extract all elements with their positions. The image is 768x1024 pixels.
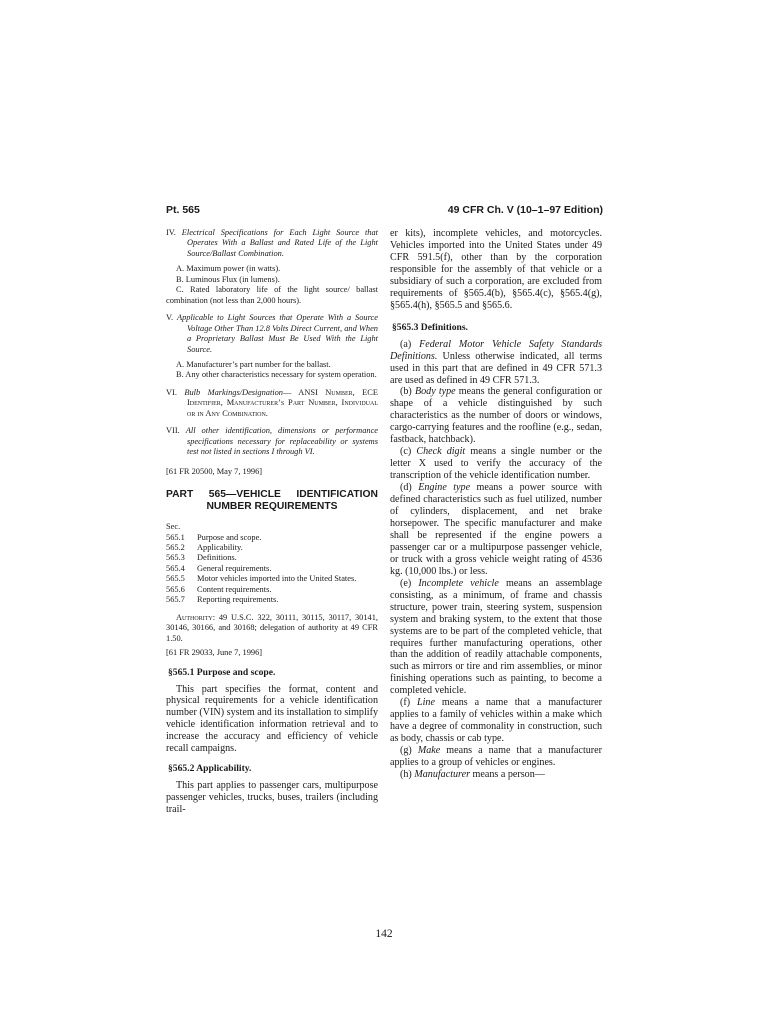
toc-item: 565.4 General requirements. (166, 563, 272, 573)
item-vi-heading: VI. Bulb Markings/Designation— ANSI Number, ECE Identifier, Manufacturer’s Part Number, Individual or in Any Combination. (166, 387, 378, 418)
item-v-a: A. Manufacturer’s part number for the ballast. (176, 359, 331, 369)
definition-paragraph: (b) Body type means the general configuration or shape of a vehicle distinguished by such characteristics as the number of doors or windows, cargo-carrying features and the roofline (e.g., sedan, fastback, hatchback). (390, 386, 602, 446)
definition-paragraph: (g) Make means a name that a manufacturer applies to a group of vehicles or engines. (390, 745, 602, 769)
source-citation: [61 FR 29033, June 7, 1996] (166, 648, 263, 658)
toc-item: 565.7 Reporting requirements. (166, 595, 279, 605)
definition-paragraph: (d) Engine type means a power source with defined characteristics such as fuel utilized, number of cylinders, displacement, and net brake horsepower. The specific manufacturer and make shall be represented if the engine powers a passenger car or a multipurpose passenger vehicle, or truck with a gross vehicle weight rating of 4536 kg. (10,000 lbs.) or less. (390, 482, 602, 577)
definition-paragraph: (e) Incomplete vehicle means an assemblage consisting, as a minimum, of frame and chassis structure, power train, steering system, suspension system and braking system, to the extent that those systems are to be part of the completed vehicle, that requires further manufacturing operations, other than the addition of readily attachable components, such as mirrors or tire and rim assemblies, or minor finishing operations such as painting, to become a completed vehicle. (390, 577, 602, 697)
section-heading-565-1: §565.1 Purpose and scope. (168, 666, 276, 678)
toc-item: 565.5 Motor vehicles imported into the United States. (166, 574, 357, 584)
authority-note: Authority: 49 U.S.C. 322, 30111, 30115, 30117, 30141, 30146, 30166, and 30168; delegation of authority at 49 CFR 1.50. (166, 612, 378, 643)
left-column (166, 228, 378, 816)
item-iv-b: B. Luminous Flux (in lumens). (176, 274, 280, 284)
item-vii-heading: VII. All other identification, dimensions or performance specifications necessary for replaceability or systems test not listed in sections I through VI. (166, 426, 379, 457)
running-header-title: 49 CFR Ch. V (10–1–97 Edition) (447, 204, 603, 216)
section-heading-565-3: §565.3 Definitions. (392, 321, 468, 333)
section-heading-565-2: §565.2 Applicability. (168, 763, 252, 775)
item-v-b: B. Any other characteristics necessary for system operation. (176, 370, 377, 380)
part-title: PART 565—VEHICLE IDENTIFICATION NUMBER REQUIREMENTS (166, 489, 378, 512)
toc-item: 565.1 Purpose and scope. (166, 532, 262, 542)
definition-paragraph: (c) Check digit means a single number or the letter X used to verify the accuracy of the transcription of the vehicle identification number. (390, 446, 603, 482)
section-565-2-text: This part applies to passenger cars, multipurpose passenger vehicles, trucks, buses, trailers (including trail- (166, 780, 378, 816)
toc-sec-label: Sec. (166, 522, 181, 532)
right-column (390, 228, 602, 781)
source-citation: [61 FR 20500, May 7, 1996] (166, 466, 263, 476)
section-565-2-continued: er kits), incomplete vehicles, and motorcycles. Vehicles imported into the United States under 49 CFR 591.5(f), other than by the corporation responsible for the assembly of that vehicle or a subsidiary of such a corporation, are excluded from requirements of §565.4(b), §565.4(c), §565.4(g), §565.4(h), §565.5 and §565.6. (390, 228, 602, 311)
toc-item: 565.2 Applicability. (166, 542, 243, 552)
definition-paragraph: (a) Federal Motor Vehicle Safety Standards Definitions. Unless otherwise indicated, all terms used in this part that are defined in 49 CFR 571.3 are used as defined in 49 CFR 571.3. (390, 338, 603, 386)
item-iv-heading: IV. Electrical Specifications for Each Light Source that Operates With a Ballast and Rated Life of the Light Source/Ballast Combination. (166, 228, 379, 258)
item-iv-c: C. Rated laboratory life of the light source/ ballast combination (not less than 2,000 hours). (166, 285, 378, 305)
definition-paragraph: (f) Line means a name that a manufacturer applies to a family of vehicles within a make which have a degree of commonality in construction, such as body, chassis or cab type. (390, 697, 602, 745)
section-565-1-text: This part specifies the format, content and physical requirements for a vehicle identification number (VIN) system and its installation to simplify vehicle identification information retrieval and to increase the accuracy and efficiency of vehicle recall campaigns. (166, 683, 378, 755)
toc-item: 565.6 Content requirements. (166, 584, 272, 594)
table-of-contents (166, 533, 378, 606)
item-v-heading: V. Applicable to Light Sources that Operate With a Source Voltage Other Than 12.8 Volts Direct Current, and When a Proprietary Ballast Must Be Used With the Light Source. (166, 313, 378, 354)
toc-item: 565.3 Definitions. (166, 553, 237, 563)
page-number: 142 (375, 928, 393, 940)
definition-paragraph: (h) Manufacturer means a person— (400, 768, 545, 780)
item-iv-a: A. Maximum power (in watts). (176, 264, 281, 274)
running-header-part: Pt. 565 (166, 204, 200, 216)
